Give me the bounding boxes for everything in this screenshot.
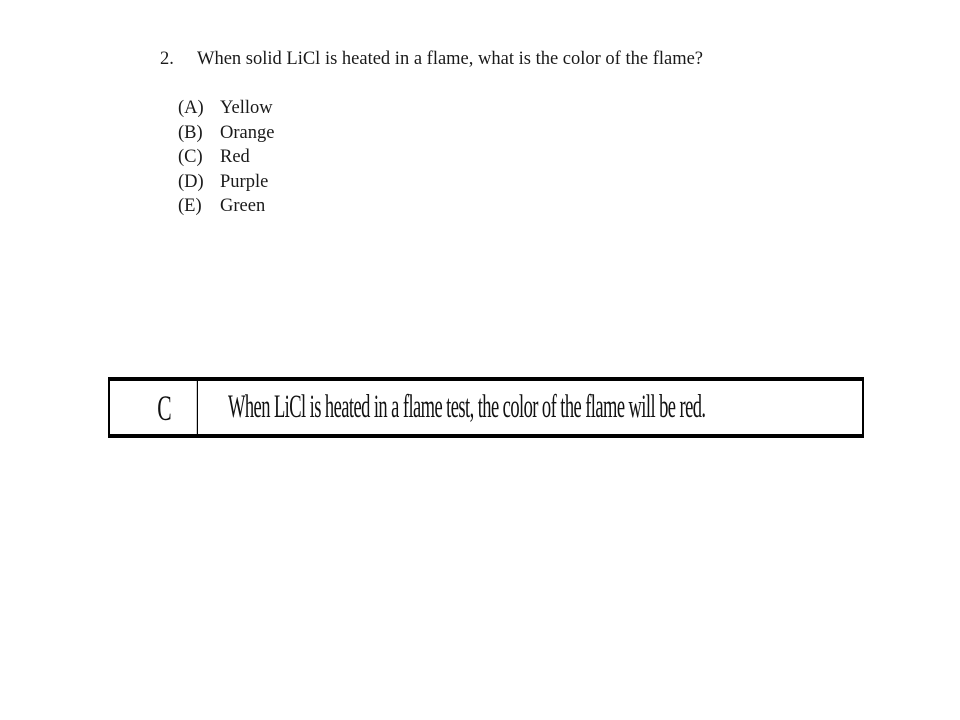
answer-choices	[178, 96, 274, 219]
answer-key-letter: C	[132, 381, 198, 434]
answer-explanation-cell	[220, 381, 862, 434]
question-text: When solid LiCl is heated in a flame, what is the color of the flame?	[197, 49, 704, 69]
choice-text: Yellow	[220, 98, 273, 118]
choice-d	[178, 170, 274, 195]
choice-text: Green	[220, 196, 266, 217]
choice-text: Red	[220, 147, 250, 168]
choice-letter: (E)	[178, 196, 202, 217]
choice-a	[178, 96, 274, 121]
choice-e	[178, 194, 274, 219]
choice-text: Purple	[220, 171, 269, 192]
choice-text: Orange	[220, 122, 275, 143]
question-number: 2.	[160, 49, 174, 69]
question	[160, 48, 703, 70]
choice-letter: (C)	[178, 147, 203, 168]
choice-c	[178, 145, 274, 170]
answer-explanation: When LiCl is heated in a flame test, the color of the flame will be red.	[228, 389, 706, 425]
answer-key-table	[108, 377, 864, 438]
choice-b	[178, 121, 274, 146]
choice-letter: (A)	[178, 98, 204, 118]
choice-letter: (D)	[178, 171, 204, 192]
choice-letter: (B)	[178, 122, 203, 143]
